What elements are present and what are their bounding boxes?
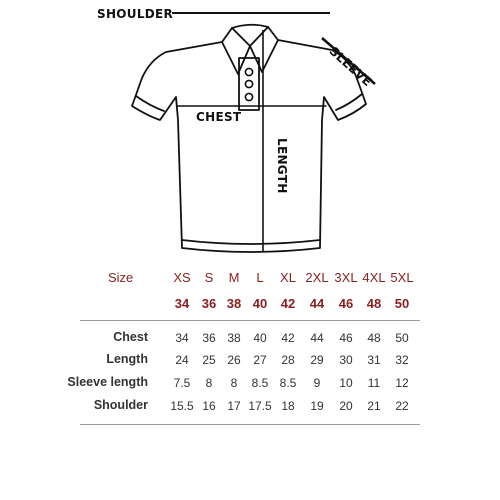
table-top-divider <box>80 320 420 321</box>
table-cell: 18 <box>281 399 295 413</box>
size-number: 36 <box>201 296 217 311</box>
table-cell: 9 <box>313 376 321 390</box>
table-cell: 15.5 <box>170 399 194 413</box>
table-cell: 7.5 <box>173 376 191 390</box>
shoulder-label: SHOULDER <box>97 7 174 21</box>
table-cell: 40 <box>253 331 267 345</box>
button-bottom <box>245 93 252 100</box>
size-name: L <box>256 270 264 285</box>
table-cell: 20 <box>339 399 353 413</box>
collar-right <box>250 27 278 72</box>
table-cell: 8 <box>205 376 213 390</box>
table-cell: 28 <box>281 353 295 367</box>
size-label: Size <box>108 270 134 285</box>
sleeve-label: SLEEVE <box>326 44 375 90</box>
size-number: 40 <box>252 296 268 311</box>
table-cell: 17 <box>227 399 241 413</box>
left-cuff <box>136 96 164 111</box>
table-cell: 26 <box>227 353 241 367</box>
table-cell: 8 <box>230 376 238 390</box>
table-cell: 29 <box>310 353 324 367</box>
table-cell: 27 <box>253 353 267 367</box>
hem <box>182 240 320 244</box>
table-cell: 46 <box>339 331 353 345</box>
table-cell: 22 <box>395 399 409 413</box>
table-cell: 42 <box>281 331 295 345</box>
row-label: Chest <box>113 330 148 344</box>
size-number: 34 <box>174 296 190 311</box>
table-cell: 25 <box>202 353 216 367</box>
table-cell: 19 <box>310 399 324 413</box>
table-bottom-divider <box>80 424 420 425</box>
length-label: LENGTH <box>275 138 289 194</box>
collar-back <box>232 25 268 28</box>
table-cell: 8.5 <box>251 376 269 390</box>
size-name: XS <box>173 270 191 285</box>
table-cell: 21 <box>367 399 381 413</box>
collar-left <box>222 28 250 74</box>
size-number: 38 <box>226 296 242 311</box>
chest-label: CHEST <box>196 110 242 124</box>
size-number: 46 <box>338 296 354 311</box>
button-middle <box>245 80 252 87</box>
table-cell: 10 <box>339 376 353 390</box>
right-cuff <box>336 94 362 110</box>
size-number: 50 <box>394 296 410 311</box>
table-cell: 50 <box>395 331 409 345</box>
table-cell: 11 <box>367 376 381 390</box>
table-cell: 44 <box>310 331 324 345</box>
size-number: 44 <box>309 296 325 311</box>
table-cell: 48 <box>367 331 381 345</box>
table-cell: 12 <box>395 376 409 390</box>
table-cell: 8.5 <box>279 376 297 390</box>
row-label: Length <box>106 352 148 366</box>
size-number: 42 <box>280 296 296 311</box>
button-top <box>245 68 252 75</box>
table-cell: 30 <box>339 353 353 367</box>
row-label: Sleeve length <box>67 375 148 389</box>
table-cell: 32 <box>395 353 409 367</box>
size-name: 3XL <box>334 270 358 285</box>
size-name: 4XL <box>362 270 386 285</box>
table-cell: 24 <box>175 353 189 367</box>
table-cell: 17.5 <box>248 399 272 413</box>
table-cell: 36 <box>202 331 216 345</box>
size-name: 2XL <box>305 270 329 285</box>
table-cell: 38 <box>227 331 241 345</box>
table-cell: 34 <box>175 331 189 345</box>
table-cell: 31 <box>367 353 381 367</box>
row-label: Shoulder <box>93 398 148 412</box>
size-number: 48 <box>366 296 382 311</box>
size-name: 5XL <box>390 270 414 285</box>
size-name: M <box>228 270 240 285</box>
size-name: XL <box>280 270 296 285</box>
size-name: S <box>204 270 214 285</box>
table-cell: 16 <box>202 399 216 413</box>
